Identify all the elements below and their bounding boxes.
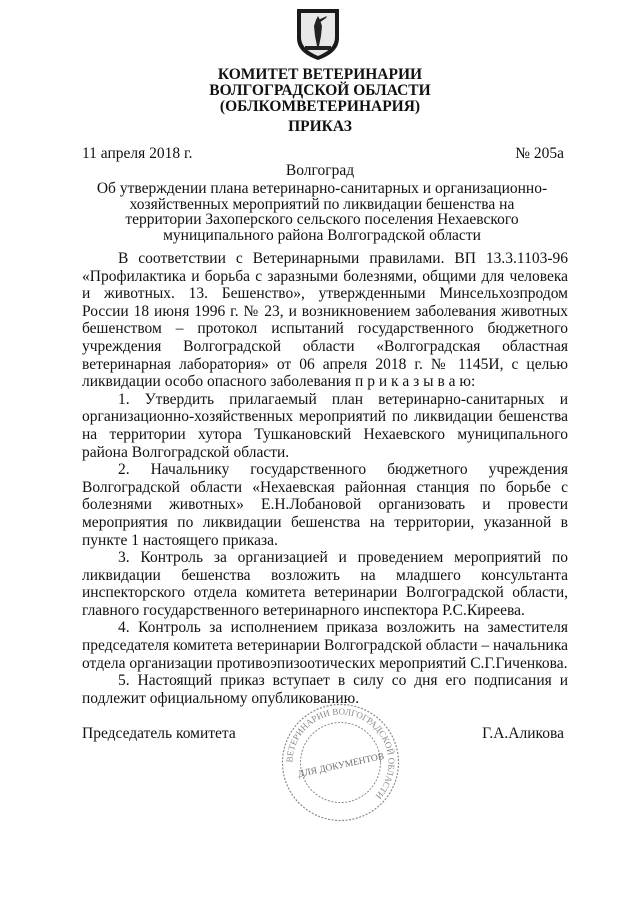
org-name-line3: (ОБЛКОМВЕТЕРИНАРИЯ): [219, 98, 421, 115]
order-number: № 205а: [515, 145, 564, 162]
order-item-2: 2. Начальнику государственного бюджетного учреждения Волгоградской области «Нехаевская районная станция по борьбе с болезнями животных» Е.Н.Лобановой организовать и провести мероприятия по ликвидации бешенства на территории, указанной в пункте 1 настоящего приказа.: [82, 461, 568, 549]
order-title: ПРИКАЗ: [288, 118, 352, 135]
svg-text:ВЕТЕРИНАРИИ ВОЛГОГРАДСКОЙ ОБЛА: ВЕТЕРИНАРИИ ВОЛГОГРАДСКОЙ ОБЛАСТИ: [284, 706, 397, 802]
org-name-line1: КОМИТЕТ ВЕТЕРИНАРИИ: [217, 66, 423, 83]
order-item-1: 1. Утвердить прилагаемый план ветеринарно-санитарных и организационно-хозяйственных мероприятий по ликвидации бешенства на территории хутора Тушкановский Нехаевского муниципального района Волгоградской области.: [82, 390, 568, 461]
signature-title: Председатель комитета: [82, 725, 236, 742]
order-subject: Об утверждении плана ветеринарно-санитарных и организационно-хозяйственных мероприятий по ликвидации бешенства на территории Захоперского сельского поселения Нехаевского муниципального района Волгоградской области: [96, 180, 548, 244]
order-item-3: 3. Контроль за организацией и проведением мероприятий по ликвидации бешенства возложить на младшего консультанта инспекторского отдела комитета ветеринарии Волгоградской области, главного государственного ветеринарного инспектора Р.С.Киреева.: [82, 549, 568, 619]
org-name-line2: ВОЛГОГРАДСКОЙ ОБЛАСТИ: [209, 82, 431, 99]
order-body: [82, 250, 568, 707]
signature-name: Г.А.Аликова: [482, 725, 564, 742]
official-stamp: [278, 700, 403, 825]
preamble-paragraph: В соответствии с Ветеринарными правилами. ВП 13.3.1103-96 «Профилактика и борьба с заразными болезнями, общими для человека и животных. 13. Бешенство», утвержденными Минсельхозпродом России 18 июня 1996 г. № 23, и возникновением заболевания животных бешенством – протокол испытаний государственного бюджетного учреждения Волгоградской области «Волгоградская областная ветеринарная лаборатория» от 06 апреля 2018 г. № 1145И, с целью ликвидации особо опасного заболевания п р и к а з ы в а ю:: [82, 250, 568, 391]
coat-of-arms-icon: [293, 6, 343, 61]
order-date: 11 апреля 2018 г.: [82, 145, 193, 162]
organization-header: [0, 67, 640, 115]
stamp-text: ДЛЯ ДОКУМЕНТОВ: [297, 751, 386, 780]
order-item-5: 5. Настоящий приказ вступает в силу со дня его подписания и подлежит официальному опубликованию.: [82, 672, 568, 707]
order-item-4: 4. Контроль за исполнением приказа возложить на заместителя председателя комитета ветеринарии Волгоградской области – начальника отдела организации противоэпизоотических мероприятий С.Г.Гиченкова.: [82, 619, 568, 672]
order-city: Волгоград: [285, 162, 355, 179]
